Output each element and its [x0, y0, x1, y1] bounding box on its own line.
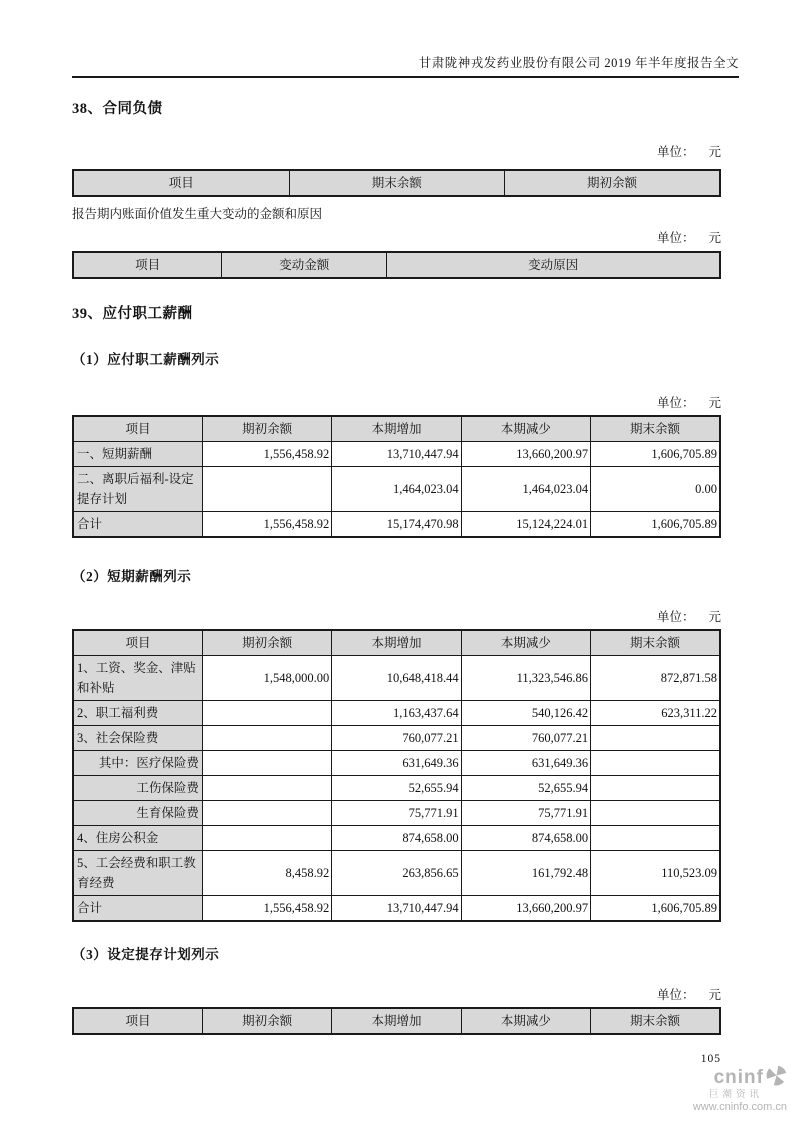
row-label-cell: 一、短期薪酬: [73, 442, 202, 467]
table-header-cell: 项目: [73, 252, 222, 278]
table-header-cell: 本期增加: [332, 630, 461, 656]
table-cell: [591, 801, 720, 826]
section-39-sub2-title: （2）短期薪酬列示: [72, 569, 192, 584]
table-header-cell: 期末余额: [591, 1008, 720, 1034]
table-cell: [591, 776, 720, 801]
table-header-cell: 期末余额: [591, 416, 720, 442]
table-header-cell: 期初余额: [202, 1008, 331, 1034]
page-content: [72, 97, 721, 1035]
table-header-cell: 项目: [73, 170, 289, 196]
unit-line-4: [72, 607, 721, 625]
row-label-cell: 2、职工福利费: [73, 701, 202, 726]
row-label-cell: 3、社会保险费: [73, 726, 202, 751]
table-cell: 13,710,447.94: [332, 896, 461, 922]
cninfo-logo: [693, 1065, 787, 1114]
row-label-cell: 二、离职后福利-设定提存计划: [73, 467, 202, 512]
table-header-cell: 本期减少: [461, 630, 590, 656]
cninfo-swirl-icon: [766, 1065, 787, 1091]
row-label-cell: 合计: [73, 512, 202, 538]
row-label-cell: 4、住房公积金: [73, 826, 202, 851]
table-row: [73, 467, 720, 512]
table-header-cell: 项目: [73, 416, 202, 442]
table-cell: 75,771.91: [332, 801, 461, 826]
table-cell: 874,658.00: [461, 826, 590, 851]
table-cell: 1,556,458.92: [202, 512, 331, 538]
table-row: [73, 851, 720, 896]
section-38-note: 报告期内账面价值发生重大变动的金额和原因: [72, 207, 323, 221]
table-cell: [202, 826, 331, 851]
table-cell: 11,323,546.86: [461, 656, 590, 701]
unit-value: 元: [708, 231, 721, 245]
table-row: [73, 726, 720, 751]
section-39-title: 39、应付职工薪酬: [72, 306, 193, 322]
table-cell: 13,660,200.97: [461, 442, 590, 467]
table-cell: [591, 726, 720, 751]
table-cell: 1,556,458.92: [202, 442, 331, 467]
table-cell: [202, 726, 331, 751]
table-cell: 631,649.36: [461, 751, 590, 776]
table-header-cell: 期末余额: [289, 170, 504, 196]
section-38-title: 38、合同负债: [72, 101, 163, 117]
unit-label: 单位：: [656, 610, 695, 624]
table-cell: 13,710,447.94: [332, 442, 461, 467]
table-cell: 10,648,418.44: [332, 656, 461, 701]
table-cell: 52,655.94: [332, 776, 461, 801]
table-cell: 1,606,705.89: [591, 512, 720, 538]
unit-value: 元: [708, 145, 721, 159]
unit-value: 元: [708, 396, 721, 410]
row-label-cell: 其中：医疗保险费: [73, 751, 202, 776]
table-cell: 1,606,705.89: [591, 896, 720, 922]
row-label-cell: 1、工资、奖金、津贴和补贴: [73, 656, 202, 701]
table-row: [73, 776, 720, 801]
table-header-cell: 变动金额: [222, 252, 387, 278]
table-cell: 874,658.00: [332, 826, 461, 851]
table-row: [73, 512, 720, 538]
report-title: 甘肃陇神戎发药业股份有限公司 2019 年半年度报告全文: [418, 56, 739, 70]
table-cell: 161,792.48: [461, 851, 590, 896]
table-cell: 1,163,437.64: [332, 701, 461, 726]
table-row: [73, 826, 720, 851]
row-label-cell: 工伤保险费: [73, 776, 202, 801]
table-cell: 1,556,458.92: [202, 896, 331, 922]
table-header-row: [73, 170, 720, 196]
page-header: [72, 0, 739, 78]
cninfo-url: www.cninfo.com.cn: [692, 1101, 787, 1114]
table-header-cell: 本期增加: [332, 416, 461, 442]
table-cell: 15,124,224.01: [461, 512, 590, 538]
table-cell: [591, 826, 720, 851]
unit-label: 单位：: [656, 988, 695, 1002]
table-cell: [202, 801, 331, 826]
section-39-sub1-title: （1）应付职工薪酬列示: [72, 352, 220, 367]
table-cell: 1,548,000.00: [202, 656, 331, 701]
table-cell: [202, 751, 331, 776]
table-row: [73, 751, 720, 776]
table-cell: 8,458.92: [202, 851, 331, 896]
table-cell: [591, 751, 720, 776]
table-row: [73, 701, 720, 726]
unit-line-3: [72, 393, 721, 411]
table-header-row: [73, 1008, 720, 1034]
table-header-cell: 项目: [73, 1008, 202, 1034]
unit-label: 单位：: [656, 231, 695, 245]
payroll-payable-table: [72, 415, 721, 538]
table-header-row: [73, 252, 720, 278]
table-cell: 75,771.91: [461, 801, 590, 826]
table-row: [73, 656, 720, 701]
value-change-table: [72, 251, 721, 279]
row-label-cell: 5、工会经费和职工教育经费: [73, 851, 202, 896]
cninfo-name-cn: 巨潮资讯: [708, 1090, 763, 1101]
table-cell: 0.00: [591, 467, 720, 512]
table-cell: 872,871.58: [591, 656, 720, 701]
unit-line-2: [72, 228, 721, 246]
table-header-cell: 期初余额: [202, 630, 331, 656]
table-header-row: [73, 630, 720, 656]
table-header-row: [73, 416, 720, 442]
table-row: [73, 801, 720, 826]
defined-contribution-plan-table: [72, 1007, 721, 1035]
unit-label: 单位：: [656, 145, 695, 159]
row-label-cell: 合计: [73, 896, 202, 922]
table-cell: 15,174,470.98: [332, 512, 461, 538]
table-cell: 1,464,023.04: [461, 467, 590, 512]
table-cell: 760,077.21: [332, 726, 461, 751]
table-cell: 631,649.36: [332, 751, 461, 776]
table-cell: 110,523.09: [591, 851, 720, 896]
table-row: [73, 896, 720, 922]
table-header-cell: 项目: [73, 630, 202, 656]
unit-line-5: [72, 985, 721, 1003]
table-cell: 760,077.21: [461, 726, 590, 751]
table-header-cell: 本期减少: [461, 416, 590, 442]
cninfo-wordmark: cninf: [713, 1066, 764, 1088]
table-cell: [202, 776, 331, 801]
table-cell: 263,856.65: [332, 851, 461, 896]
table-cell: 1,606,705.89: [591, 442, 720, 467]
table-row: [73, 442, 720, 467]
row-label-cell: 生育保险费: [73, 801, 202, 826]
table-header-cell: 期末余额: [591, 630, 720, 656]
unit-value: 元: [708, 610, 721, 624]
unit-line-1: [72, 142, 721, 160]
page-number: 105: [700, 1053, 721, 1065]
unit-label: 单位：: [656, 396, 695, 410]
contract-liabilities-table: [72, 169, 721, 197]
unit-value: 元: [708, 988, 721, 1002]
table-header-cell: 本期减少: [461, 1008, 590, 1034]
section-39-sub3-title: （3）设定提存计划列示: [72, 947, 220, 962]
table-cell: 13,660,200.97: [461, 896, 590, 922]
table-cell: [202, 467, 331, 512]
table-cell: 1,464,023.04: [332, 467, 461, 512]
table-header-cell: 期初余额: [202, 416, 331, 442]
table-cell: 623,311.22: [591, 701, 720, 726]
short-term-compensation-table: [72, 629, 721, 922]
table-cell: 540,126.42: [461, 701, 590, 726]
table-cell: 52,655.94: [461, 776, 590, 801]
table-header-cell: 变动原因: [387, 252, 720, 278]
table-cell: [202, 701, 331, 726]
table-header-cell: 本期增加: [332, 1008, 461, 1034]
table-header-cell: 期初余额: [505, 170, 720, 196]
